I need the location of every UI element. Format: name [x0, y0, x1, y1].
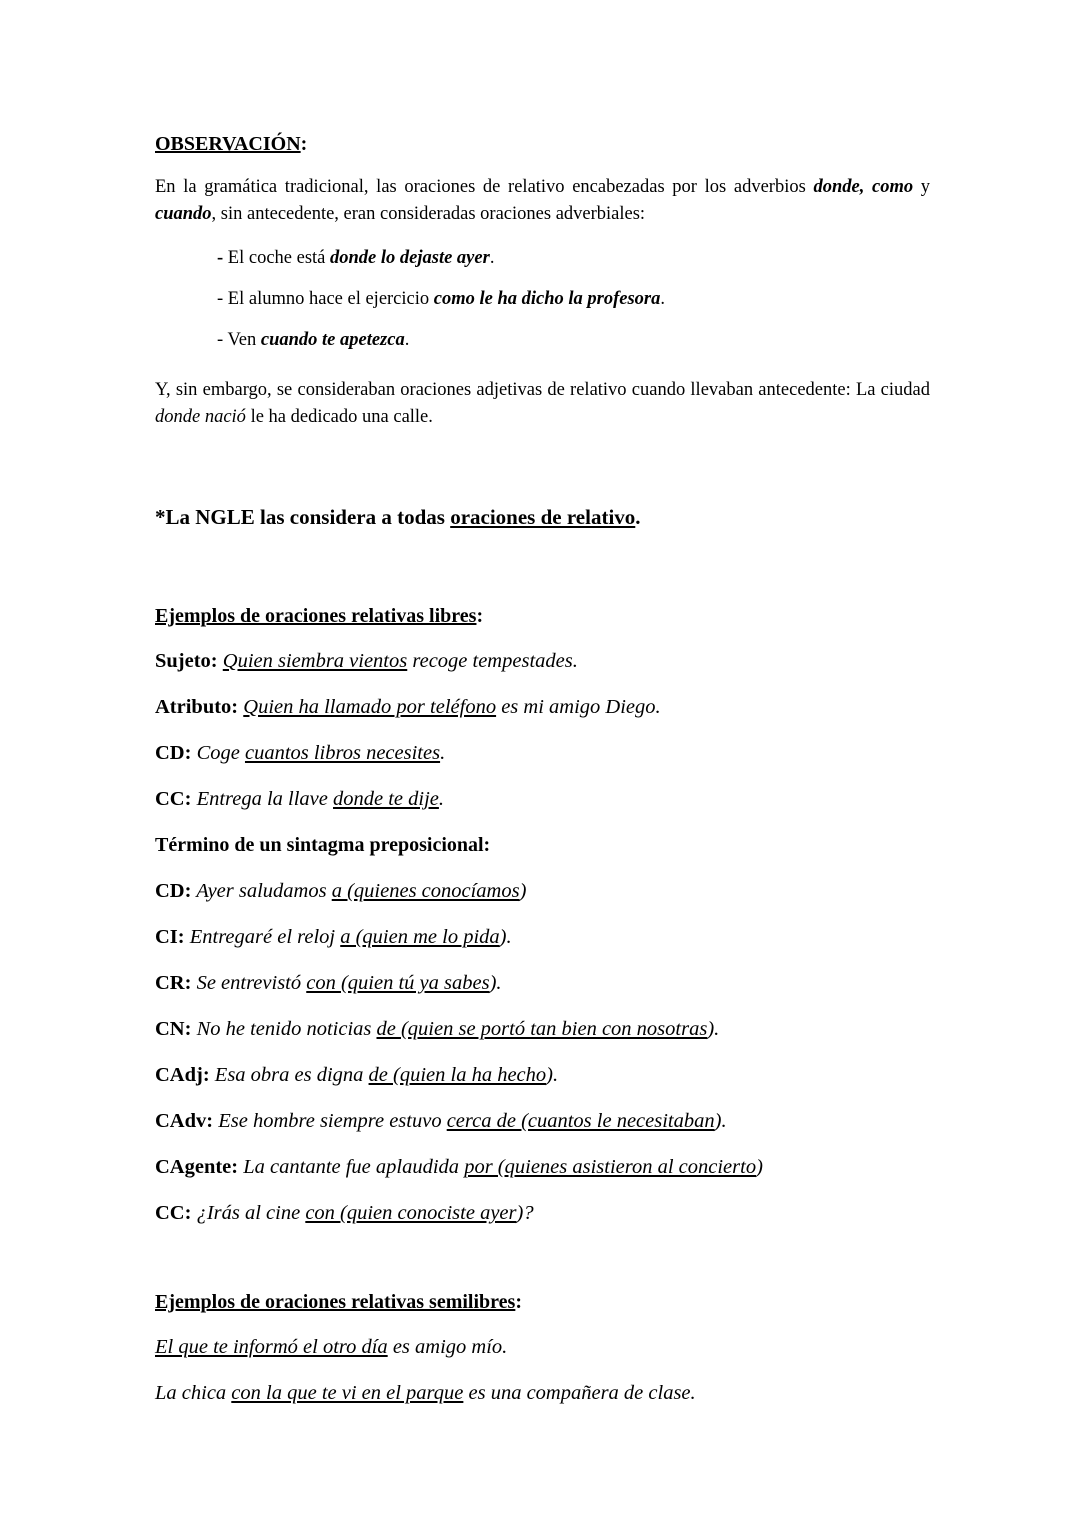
text-run: . — [660, 289, 666, 309]
example-line — [155, 1336, 930, 1359]
text-run: En la gramática tradicional, las oraciones de relativo encabezadas por los adverbios — [155, 177, 814, 197]
heading-semilibres — [155, 1291, 930, 1314]
function-label: CI: — [155, 926, 185, 948]
text-run: El coche está — [227, 248, 331, 268]
example-line — [155, 742, 930, 765]
function-label: CD: — [155, 880, 192, 902]
text-run: . — [404, 330, 410, 350]
ngle-statement — [155, 505, 930, 529]
heading-semilibres-text: Ejemplos de oraciones relativas semilibres — [155, 1291, 516, 1313]
text-run: Se entrevistó — [191, 972, 307, 994]
text-run: . — [489, 248, 495, 268]
example-line — [155, 1156, 930, 1179]
example-line — [155, 1202, 930, 1225]
function-label: CD: — [155, 742, 192, 764]
text-run: ) — [756, 1156, 763, 1178]
heading-libres-colon: : — [476, 605, 484, 627]
text-run: ). — [546, 1064, 559, 1086]
relative-clause-underlined: cerca de (cuantos le necesitaban — [446, 1110, 715, 1132]
text-run: recoge tempestades. — [407, 650, 578, 672]
relative-clause-underlined: a (quien me lo pida — [340, 926, 500, 948]
heading-observacion — [155, 133, 930, 156]
relative-clause-underlined: a (quienes conocíamos — [331, 880, 520, 902]
relative-clause-underlined: con la que te vi en el parque — [231, 1382, 464, 1404]
text-run: No he tenido noticias — [191, 1018, 377, 1040]
text-run: es mi amigo Diego. — [496, 696, 661, 718]
relative-clause-underlined: con (quien tú ya sabes — [306, 972, 490, 994]
text-run-bold-italic: cuando — [155, 204, 212, 224]
relative-clause-underlined: de (quien la ha hecho — [368, 1064, 547, 1086]
relative-clause-bold-italic: cuando te apetezca — [260, 330, 405, 350]
text-run: La cantante fue aplaudida — [238, 1156, 465, 1178]
text-run: ¿Irás al cine — [191, 1202, 306, 1224]
relative-clause-bold-italic: donde lo dejaste ayer — [330, 248, 490, 268]
heading-libres-text: Ejemplos de oraciones relativas libres — [155, 605, 477, 627]
text-run-bold-underlined: oraciones de relativo — [450, 505, 636, 529]
text-run: Coge — [191, 742, 245, 764]
example-line — [155, 650, 930, 673]
function-label: CC: — [155, 788, 192, 810]
text-run: Esa obra es digna — [209, 1064, 369, 1086]
heading-libres — [155, 605, 930, 628]
bullet-list — [155, 238, 930, 377]
text-run: es amigo mío. — [387, 1336, 508, 1358]
example-line — [155, 926, 930, 949]
function-label: CAdj: — [155, 1064, 210, 1086]
bullet-item — [217, 246, 930, 271]
heading-semilibres-colon: : — [515, 1291, 523, 1313]
relative-clause-underlined: con (quien conociste ayer — [305, 1202, 517, 1224]
text-run: ). — [489, 972, 502, 994]
heading-observacion-text: OBSERVACIÓN — [155, 133, 301, 155]
text-run: y — [913, 177, 931, 197]
text-run: Ayer saludamos — [191, 880, 332, 902]
paragraph-however — [155, 377, 930, 431]
example-line — [155, 1064, 930, 1087]
paragraph-intro — [155, 174, 930, 228]
text-run-bold: *La NGLE las considera a todas — [155, 505, 451, 529]
text-run: Entregaré el reloj — [184, 926, 341, 948]
text-run: , sin antecedente, eran consideradas oraciones adverbiales: — [211, 204, 646, 224]
bullet-item — [217, 328, 930, 353]
text-run: )? — [516, 1202, 534, 1224]
function-label: Atributo: — [155, 696, 239, 718]
text-run: Entrega la llave — [191, 788, 334, 810]
text-run: le ha dedicado una calle. — [245, 407, 433, 427]
text-run: . — [438, 788, 445, 810]
example-line — [155, 972, 930, 995]
text-run: Ven — [227, 330, 261, 350]
relative-clause-bold-italic: como le ha dicho la profesora — [433, 289, 661, 309]
text-run-bold-italic: donde, como — [813, 177, 914, 197]
bullet-dash: - — [217, 289, 228, 309]
bullet-item — [217, 287, 930, 312]
bullet-dash: - — [217, 248, 228, 268]
text-run: Ese hombre siempre estuvo — [213, 1110, 447, 1132]
relative-clause-underlined: Quien siembra vientos — [222, 650, 408, 672]
example-line — [155, 1382, 930, 1405]
example-line — [155, 788, 930, 811]
text-run-italic: donde nació — [155, 407, 246, 427]
example-line — [155, 1018, 930, 1041]
text-run: La chica — [155, 1382, 232, 1404]
text-run: ). — [714, 1110, 727, 1132]
relative-clause-underlined: de (quien se portó tan bien con nosotras — [376, 1018, 708, 1040]
function-label: CAgente: — [155, 1156, 239, 1178]
text-run: Y, sin embargo, se consideraban oraciones adjetivas de relativo cuando llevaban antecedente: La ciudad — [155, 380, 930, 400]
example-line — [155, 696, 930, 719]
relative-clause-underlined: por (quienes asistieron al concierto — [464, 1156, 757, 1178]
text-run: es una compañera de clase. — [463, 1382, 696, 1404]
text-run: ) — [519, 880, 527, 902]
text-run: ). — [707, 1018, 720, 1040]
relative-clause-underlined: donde te dije — [333, 788, 439, 810]
heading-termino: Término de un sintagma preposicional: — [155, 834, 491, 856]
text-run: El alumno hace el ejercicio — [227, 289, 434, 309]
example-line — [155, 880, 930, 903]
text-run: . — [440, 742, 446, 764]
example-line — [155, 1110, 930, 1133]
text-run: ). — [499, 926, 512, 948]
function-label: CR: — [155, 972, 192, 994]
text-run-bold: . — [635, 505, 641, 529]
function-label: CC: — [155, 1202, 192, 1224]
relative-clause-underlined: cuantos libros necesites — [244, 742, 441, 764]
function-label: CAdv: — [155, 1110, 214, 1132]
function-label: Sujeto: — [155, 650, 218, 672]
relative-clause-underlined: Quien ha llamado por teléfono — [243, 696, 497, 718]
relative-clause-underlined: El que te informó el otro día — [155, 1336, 388, 1358]
function-label: CN: — [155, 1018, 192, 1040]
heading-observacion-colon: : — [300, 133, 308, 155]
bullet-dash: - — [217, 330, 228, 350]
